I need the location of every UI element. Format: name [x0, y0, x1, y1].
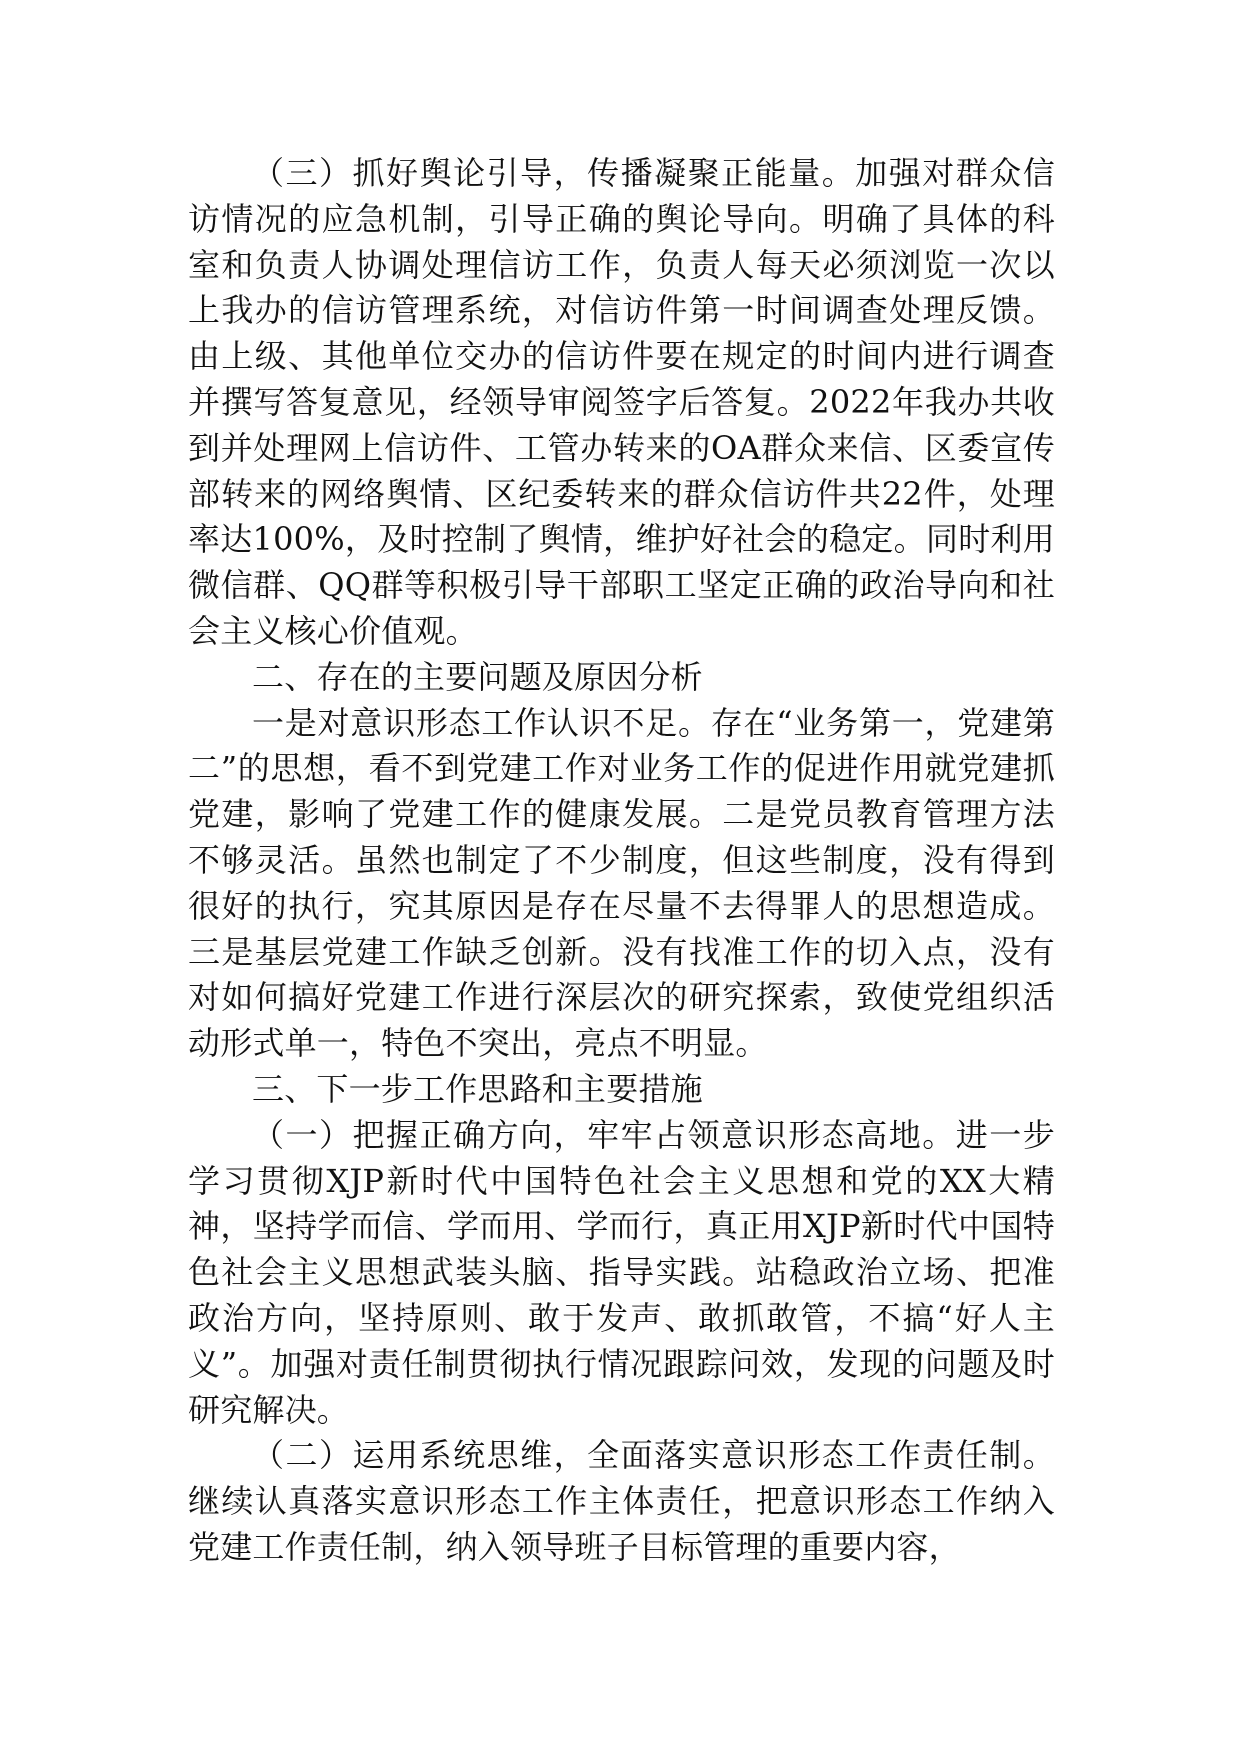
document-body: [188, 151, 1055, 1571]
section-heading-next-steps: 三、下一步工作思路和主要措施: [252, 1069, 703, 1108]
paragraph-problems: 一是对意识形态工作认识不足。存在“业务第一，党建第二”的思想，看不到党建工作对业务工作的促进作用就党建抓党建，影响了党建工作的健康发展。二是党员教育管理方法不够灵活。虽然也制定了不少制度，但这些制度，没有得到很好的执行，究其原因是存在尽量不去得罪人的思想造成。三是基层党建工作缺乏创新。没有找准工作的切入点，没有对如何搞好党建工作进行深层次的研究探索，致使党组织活动形式单一，特色不突出，亮点不明显。: [188, 703, 1055, 1063]
paragraph-public-opinion: （三）抓好舆论引导，传播凝聚正能量。加强对群众信访情况的应急机制，引导正确的舆论导向。明确了具体的科室和负责人协调处理信访工作，负责人每天必须浏览一次以上我办的信访管理系统，对信访件第一时间调查处理反馈。由上级、其他单位交办的信访件要在规定的时间内进行调查并撰写答复意见，经领导审阅签字后答复。2022年我办共收到并处理网上信访件、工管办转来的OA群众来信、区委宣传部转来的网络舆情、区纪委转来的群众信访件共22件，处理率达100%，及时控制了舆情，维护好社会的稳定。同时利用微信群、QQ群等积极引导干部职工坚定正确的政治导向和社会主义核心价值观。: [188, 154, 1055, 650]
paragraph-responsibility: （二）运用系统思维，全面落实意识形态工作责任制。继续认真落实意识形态工作主体责任，把意识形态工作纳入党建工作责任制，纳入领导班子目标管理的重要内容，: [188, 1436, 1055, 1566]
paragraph-direction: （一）把握正确方向，牢牢占领意识形态高地。进一步学习贯彻XJP新时代中国特色社会主义思想和党的XX大精神，坚持学而信、学而用、学而行，真正用XJP新时代中国特色社会主义思想武装头脑、指导实践。站稳政治立场、把准政治方向，坚持原则、敢于发声、敢抓敢管，不搞“好人主义”。加强对责任制贯彻执行情况跟踪问效，发现的问题及时研究解决。: [188, 1115, 1055, 1429]
section-heading-problems: 二、存在的主要问题及原因分析: [252, 657, 703, 696]
